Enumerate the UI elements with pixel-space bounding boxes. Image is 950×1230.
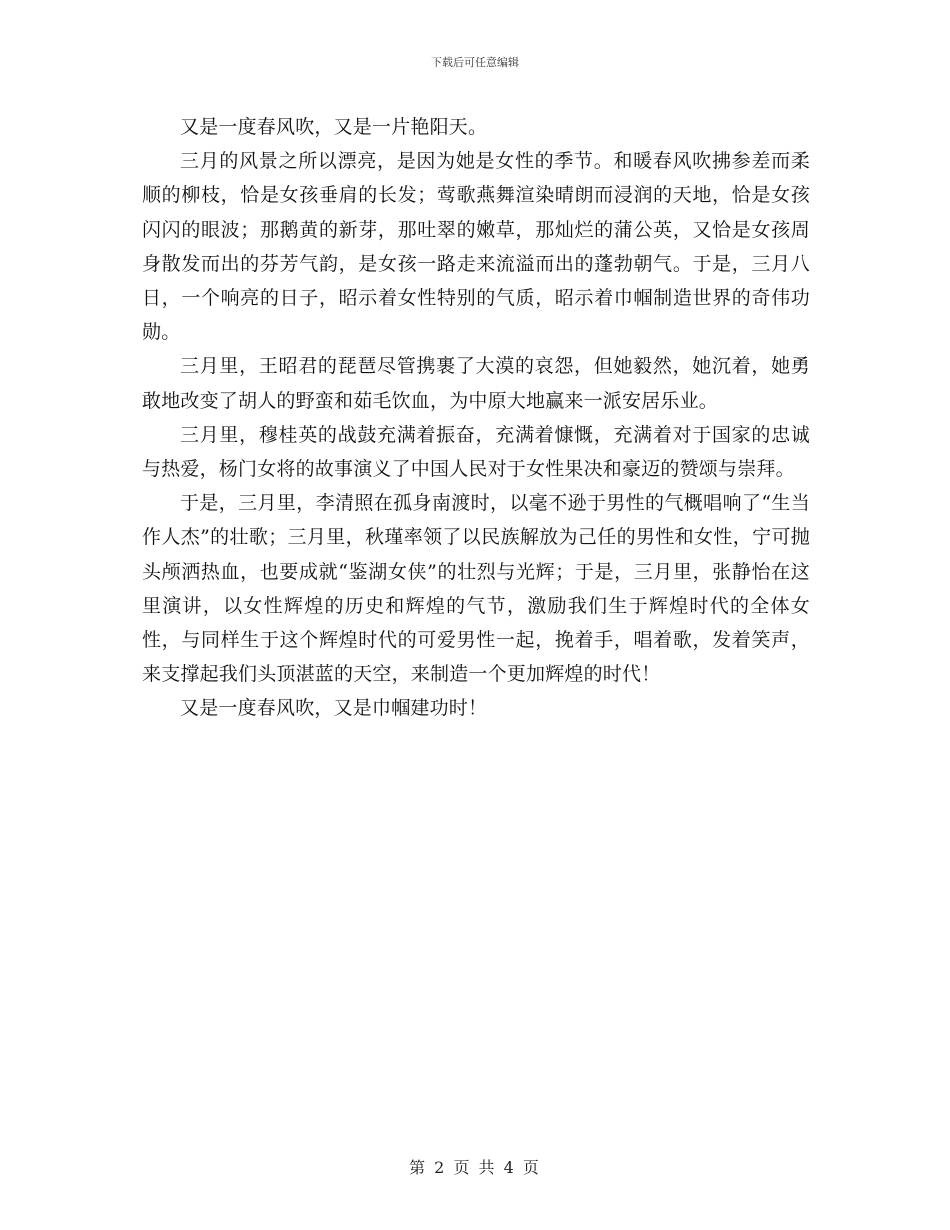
paragraph: 三月里，穆桂英的战鼓充满着振奋，充满着慷慨，充满着对于国家的忠诚与热爱，杨门女将的故事演义了中国人民对于女性果决和豪迈的赞颂与崇拜。 (142, 423, 810, 481)
paragraph: 三月的风景之所以漂亮，是因为她是女性的季节。和暖春风吹拂参差而柔顺的柳枝，恰是女孩垂肩的长发；莺歌燕舞渲染晴朗而浸润的天地，恰是女孩闪闪的眼波；那鹅黄的新芽，那吐翠的嫩草，那灿烂的蒲公英，又恰是女孩周身散发而出的芬芳气韵，是女孩一路走来流溢而出的蓬勃朝气。于是，三月八日，一个响亮的日子，昭示着女性特别的气质，昭示着巾帼制造世界的奇伟功勋。 (142, 150, 810, 344)
document-body (142, 110, 810, 726)
page-number-footer: 第 2 页 共 4 页 (409, 1158, 541, 1177)
paragraph: 又是一度春风吹，又是巾帼建功时！ (180, 697, 488, 720)
page-header: 下载后可任意编辑 (431, 56, 519, 69)
paragraph: 三月里，王昭君的琵琶尽管携裹了大漠的哀怨，但她毅然，她沉着，她勇敢地改变了胡人的野蛮和茹毛饮血，为中原大地赢来一派安居乐业。 (142, 355, 810, 412)
paragraph: 又是一度春风吹，又是一片艳阳天。 (180, 116, 488, 138)
paragraph: 于是，三月里，李清照在孤身南渡时，以毫不逊于男性的气概唱响了“生当作人杰”的壮歌；三月里，秋瑾率领了以民族解放为己任的男性和女性，宁可抛头颅洒热血，也要成就“鉴湖女侠”的壮烈与光辉；于是，三月里，张静怡在这里演讲，以女性辉煌的历史和辉煌的气节，激励我们生于辉煌时代的全体女性，与同样生于这个辉煌时代的可爱男性一起，挽着手，唱着歌，发着笑声，来支撑起我们头顶湛蓝的天空，来制造一个更加辉煌的时代！ (142, 492, 810, 686)
